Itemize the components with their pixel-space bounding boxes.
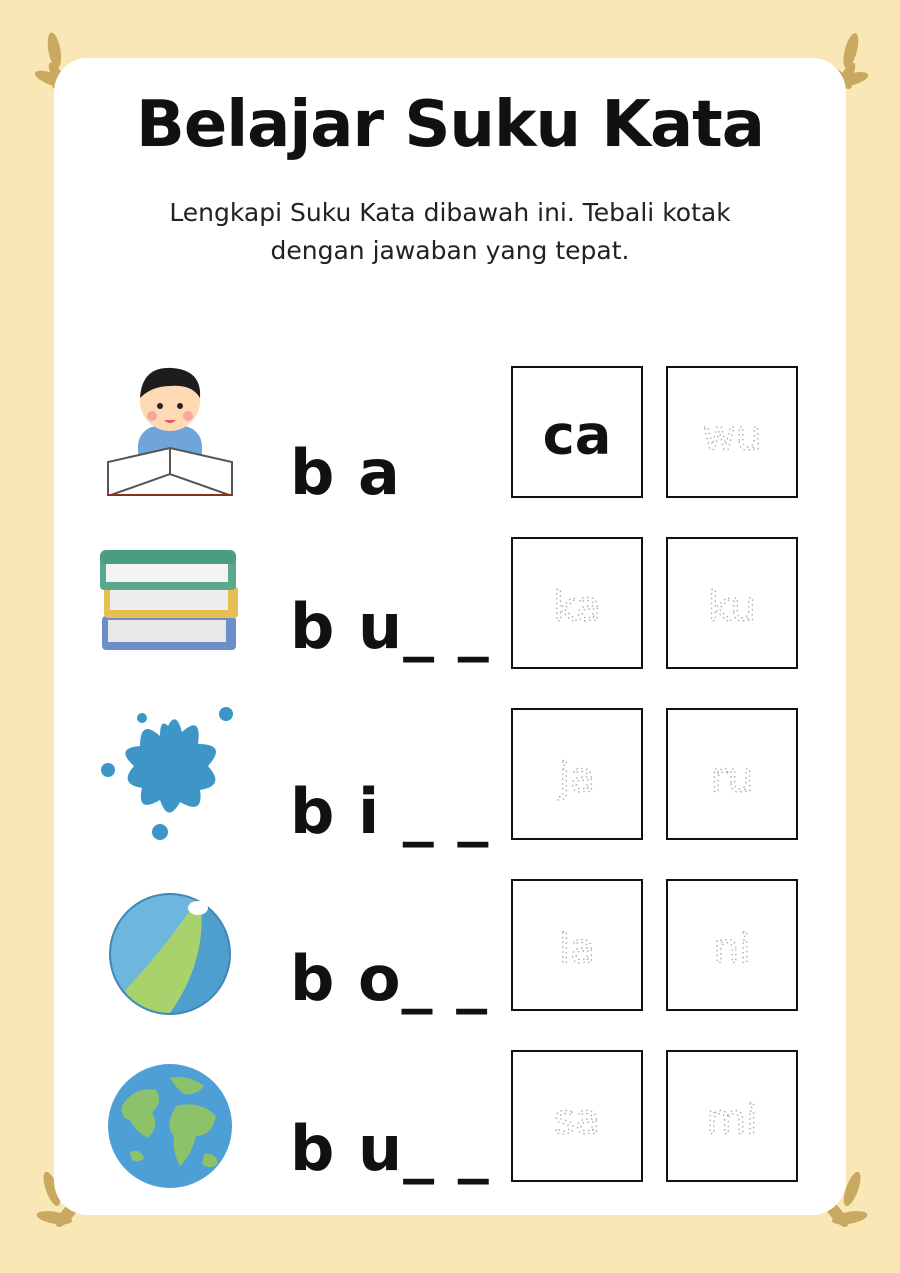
answer-option-box[interactable] — [511, 708, 643, 840]
earth-globe-icon — [100, 1056, 240, 1196]
answer-option-text: wu — [702, 411, 762, 460]
syllable-word: b o_ _ — [290, 942, 489, 1015]
answer-option-box[interactable] — [666, 537, 798, 669]
answer-option-text: ja — [558, 753, 596, 802]
answer-option-box[interactable] — [511, 879, 643, 1011]
answer-option-box[interactable] — [511, 366, 643, 498]
boy-reading-book-icon — [100, 356, 240, 496]
page-title: Belajar Suku Kata — [136, 88, 764, 162]
answer-option-box[interactable] — [511, 537, 643, 669]
answer-option-box[interactable] — [666, 708, 798, 840]
syllable-word: b u_ _ — [290, 590, 490, 663]
answer-option-text: ni — [713, 924, 751, 973]
answer-option-text: sa — [553, 1095, 601, 1144]
instructions-text: Lengkapi Suku Kata dibawah ini. Tebali kotak dengan jawaban yang tepat. — [169, 198, 731, 265]
answer-option-text: la — [558, 924, 596, 973]
beach-ball-icon — [100, 886, 240, 1026]
answer-option-text: ca — [542, 403, 612, 467]
answer-option-box[interactable] — [511, 1050, 643, 1182]
answer-option-text: ku — [707, 582, 757, 631]
syllable-word: b i _ _ — [290, 775, 490, 848]
answer-option-box[interactable] — [666, 366, 798, 498]
answer-option-box[interactable] — [666, 879, 798, 1011]
water-splash-icon — [98, 704, 238, 844]
answer-option-text: ka — [553, 582, 601, 631]
answer-option-text: ru — [710, 753, 754, 802]
answer-option-text: mi — [706, 1095, 758, 1144]
answer-option-box[interactable] — [666, 1050, 798, 1182]
syllable-word: b u_ _ — [290, 1112, 490, 1185]
stack-of-books-icon — [98, 536, 238, 676]
syllable-word: b a — [290, 436, 401, 509]
